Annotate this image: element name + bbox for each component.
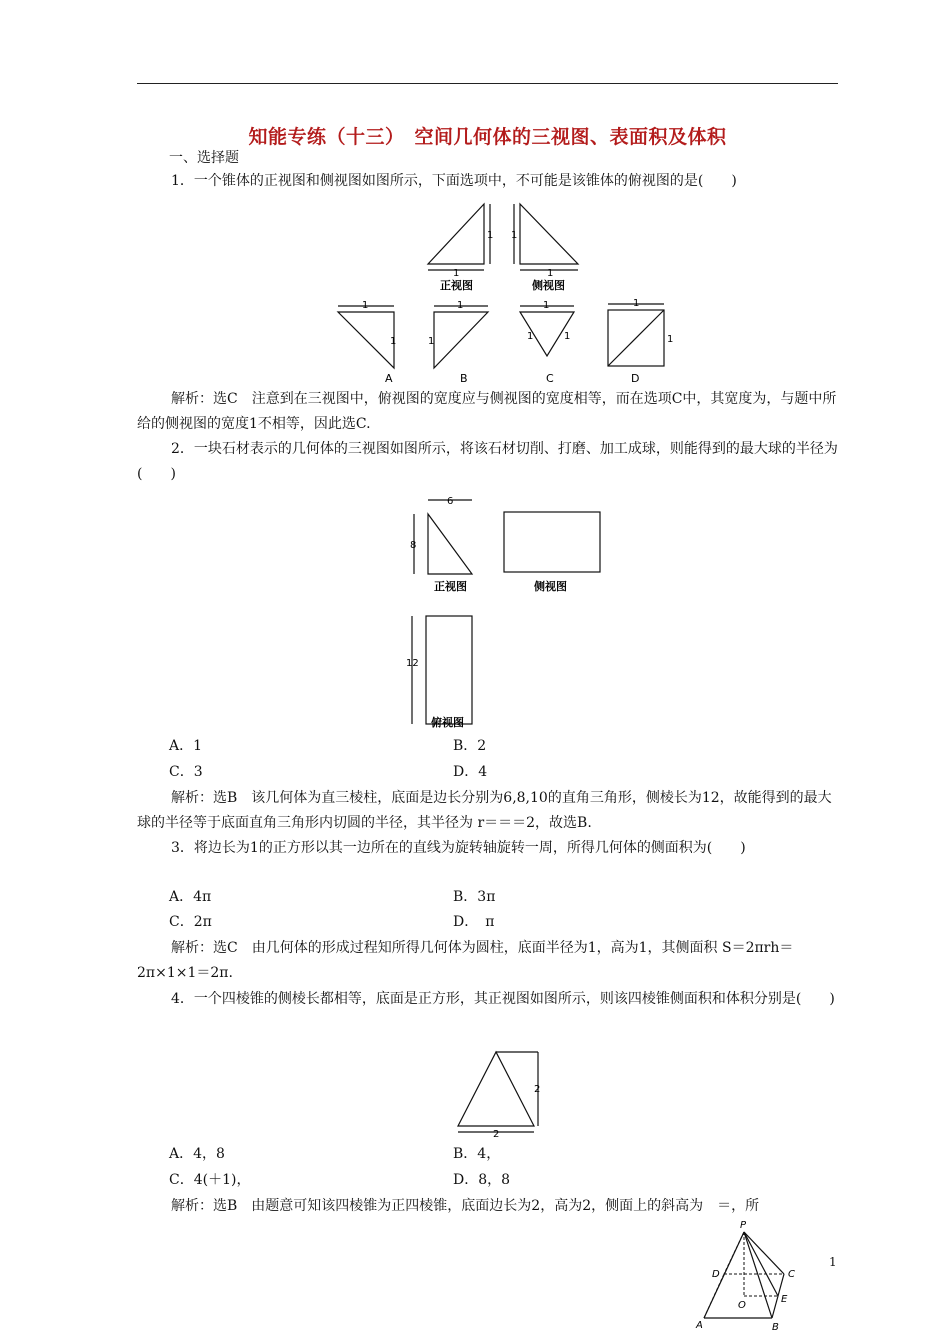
q1-option-c-label: C bbox=[546, 372, 554, 385]
q4-option-d: D．8，8 bbox=[453, 1172, 511, 1188]
q4-point-b: B bbox=[772, 1322, 779, 1333]
q2-dim-8: 8 bbox=[410, 540, 417, 551]
q4-point-o: O bbox=[738, 1300, 746, 1311]
page-number: 1 bbox=[829, 1255, 837, 1269]
header-rule bbox=[137, 83, 838, 84]
q1-front-dim-w: 1 bbox=[453, 268, 460, 279]
q1-d-dim-h: 1 bbox=[667, 334, 674, 345]
q4-point-p: P bbox=[740, 1220, 747, 1231]
q2-text: 2．一块石材表示的几何体的三视图如图所示，将该石材切削、打磨、加工成球，则能得到的最大球的半径为( ) bbox=[137, 441, 838, 482]
q4-point-a: A bbox=[696, 1320, 703, 1331]
q1-front-dim-h: 1 bbox=[487, 230, 494, 241]
q4-point-e: E bbox=[781, 1294, 788, 1305]
q2-option-c: C．3 bbox=[169, 764, 203, 780]
section-heading: 一、选择题 bbox=[169, 150, 239, 166]
q1-side-dim-h: 1 bbox=[511, 230, 518, 241]
q4-point-d: D bbox=[712, 1269, 720, 1280]
q2-answer: 解析：选B 该几何体为直三棱柱，底面是边长分别为6,8,10的直角三角形，侧棱长为12，故能得到的最大球的半径等于底面直角三角形内切圆的半径，其半径为 r＝＝＝2，故选B. bbox=[137, 790, 832, 831]
page-title: 知能专练（十三） 空间几何体的三视图、表面积及体积 bbox=[248, 126, 727, 148]
q4-front-view-figure bbox=[450, 1044, 560, 1144]
q1-side-dim-w: 1 bbox=[547, 268, 554, 279]
q3-option-d: D． π bbox=[453, 914, 495, 930]
q4-option-a: A．4，8 bbox=[169, 1146, 225, 1162]
q2-front-caption: 正视图 bbox=[434, 580, 467, 593]
q1-front-side-figure bbox=[420, 196, 590, 296]
q1-b-dim-w: 1 bbox=[457, 300, 464, 311]
q4-option-c: C．4(＋1)， bbox=[169, 1172, 251, 1188]
q4-answer: 解析：选B 由题意可知该四棱锥为正四棱锥，底面边长为2，高为2，侧面上的斜高为 ＝，所 bbox=[171, 1198, 760, 1214]
q1-option-d-label: D bbox=[631, 372, 640, 385]
q4-pyramid-figure bbox=[694, 1218, 804, 1344]
q1-answer: 解析：选C 注意到在三视图中，俯视图的宽度应与侧视图的宽度相等，而在选项C中，其宽度为，与题中所给的侧视图的宽度1不相等，因此选C. bbox=[137, 391, 837, 432]
q2-dim-12: 12 bbox=[406, 658, 419, 669]
q1-option-a-label: A bbox=[385, 372, 393, 385]
q2-dim-6: 6 bbox=[447, 496, 454, 507]
q1-d-dim-w: 1 bbox=[633, 298, 640, 309]
q4-point-c: C bbox=[788, 1269, 795, 1280]
q3-option-a: A．4π bbox=[169, 889, 212, 905]
q2-side-caption: 侧视图 bbox=[534, 580, 567, 593]
q1-option-b-label: B bbox=[460, 372, 468, 385]
q1-a-dim-w: 1 bbox=[362, 300, 369, 311]
q3-option-c: C．2π bbox=[169, 914, 212, 930]
q4-option-b: B．4， bbox=[453, 1146, 501, 1162]
q4-text: 4．一个四棱锥的侧棱长都相等，底面是正方形，其正视图如图所示，则该四棱锥侧面积和体积分别是( ) bbox=[171, 991, 835, 1007]
q2-top-caption: 俯视图 bbox=[431, 716, 464, 729]
q1-a-dim-h: 1 bbox=[390, 336, 397, 347]
q1-front-caption: 正视图 bbox=[440, 279, 473, 292]
q1-c-dim-l: 1 bbox=[527, 331, 534, 342]
q4-dim-base: 2 bbox=[493, 1129, 500, 1140]
q1-text: 1．一个锥体的正视图和侧视图如图所示，下面选项中，不可能是该锥体的俯视图的是( ) bbox=[171, 173, 737, 189]
q2-option-a: A．1 bbox=[169, 738, 203, 754]
q1-options-figure bbox=[330, 298, 680, 388]
q2-three-view-figure bbox=[400, 490, 610, 740]
q4-dim-height: 2 bbox=[534, 1084, 541, 1095]
q2-option-b: B．2 bbox=[453, 738, 487, 754]
q1-c-dim-w: 1 bbox=[543, 300, 550, 311]
q3-text: 3．将边长为1的正方形以其一边所在的直线为旋转轴旋转一周，所得几何体的侧面积为( ) bbox=[171, 840, 746, 856]
q3-option-b: B．3π bbox=[453, 889, 496, 905]
q2-option-d: D．4 bbox=[453, 764, 488, 780]
q3-answer: 解析：选C 由几何体的形成过程知所得几何体为圆柱，底面半径为1，高为1，其侧面积 S＝2πrh＝2π×1×1＝2π. bbox=[137, 940, 794, 981]
q1-c-dim-r: 1 bbox=[564, 331, 571, 342]
q1-side-caption: 侧视图 bbox=[532, 279, 565, 292]
q1-b-dim-h: 1 bbox=[428, 336, 435, 347]
